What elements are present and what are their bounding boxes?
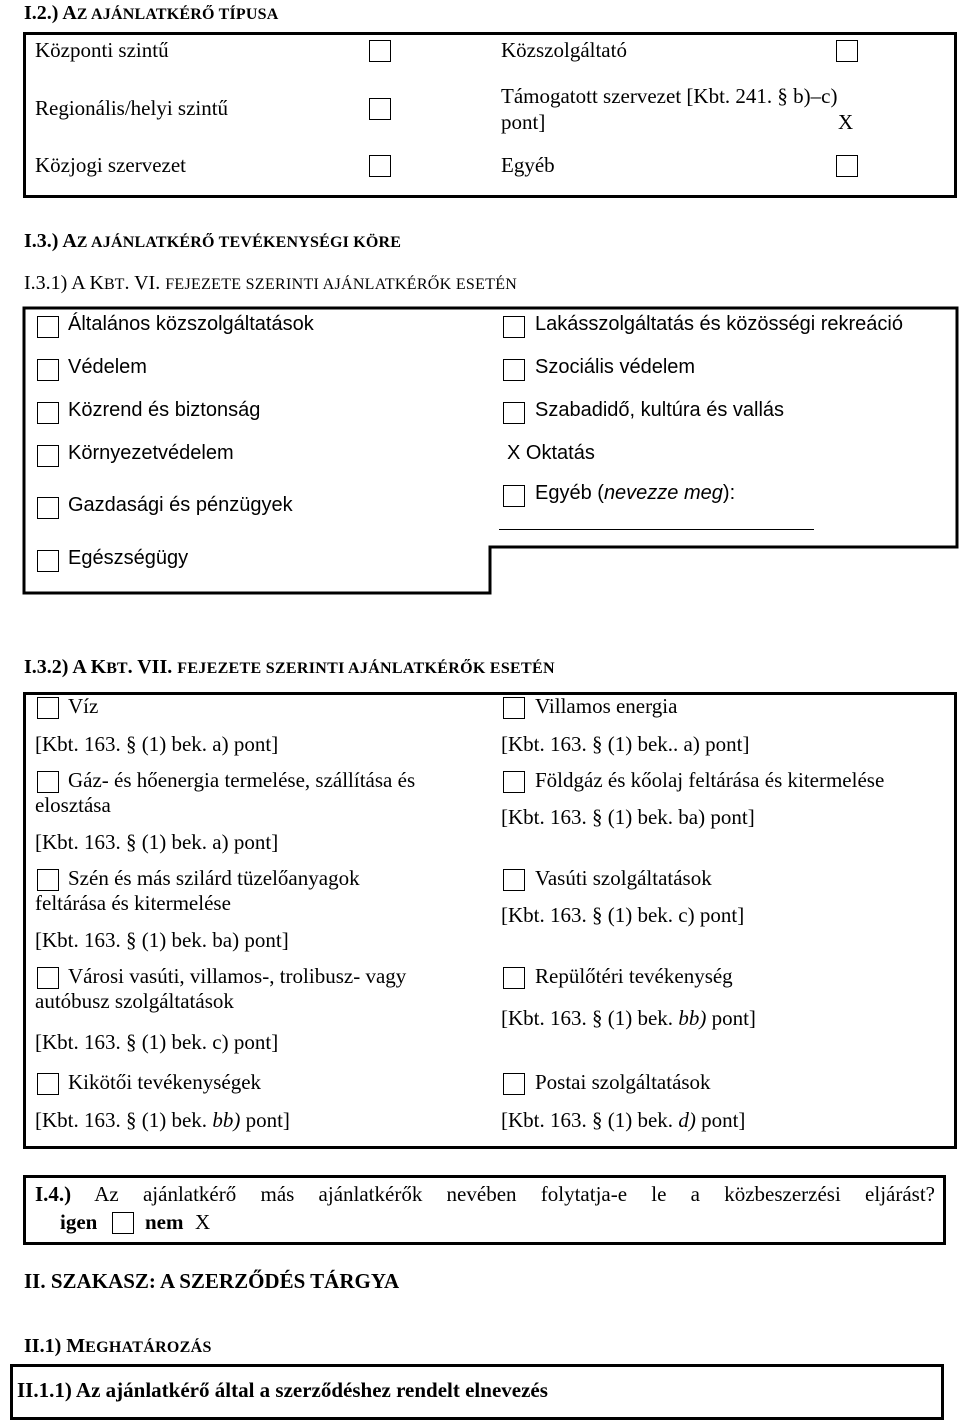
- oktatas-label: X Oktatás: [507, 442, 595, 464]
- gaz-label-1: Gáz- és hőenergia termelése, szállítása és: [68, 768, 416, 792]
- villamos-ref: [Kbt. 163. § (1) bek.. a) pont]: [501, 732, 750, 756]
- title-prefix: I.2.) A: [24, 2, 77, 24]
- altalanos-checkbox[interactable]: [37, 316, 59, 338]
- szen-label-2: feltárása és kitermelése: [35, 891, 231, 915]
- villamos-label: Villamos energia: [535, 694, 678, 718]
- ii11-title: II.1.1) Az ajánlatkérő által a szerződéshez rendelt elnevezés: [17, 1378, 548, 1402]
- section-ii1-title: [24, 1335, 212, 1358]
- title-mid2: . VII.: [127, 656, 178, 678]
- ref-italic: bb): [212, 1108, 241, 1132]
- ref-prefix: [Kbt. 163. § (1) bek.: [35, 1108, 213, 1132]
- ref-suffix: pont]: [706, 1006, 756, 1030]
- nem-mark: X: [195, 1210, 211, 1234]
- vedelem-label: Védelem: [68, 356, 147, 378]
- egyeb-suffix: ):: [722, 482, 736, 504]
- kozszolgaltato-label: Közszolgáltató: [501, 38, 627, 62]
- lakas-checkbox[interactable]: [503, 316, 525, 338]
- title-mid: BT: [106, 660, 128, 677]
- kikotoi-label: Kikötői tevékenységek: [68, 1070, 262, 1094]
- title-smallcaps: FEJEZETE SZERINTI AJÁNLATKÉRŐK ESETÉN: [177, 660, 555, 677]
- szabadido-label: Szabadidő, kultúra és vallás: [535, 399, 785, 421]
- foldgaz-ref: [Kbt. 163. § (1) bek. ba) pont]: [501, 805, 755, 829]
- regionalis-label: Regionális/helyi szintű: [35, 96, 229, 120]
- szen-checkbox[interactable]: [37, 869, 59, 891]
- lakas-label: Lakásszolgáltatás és közösségi rekreáció: [535, 313, 903, 335]
- repuloteri-ref: [501, 1006, 756, 1031]
- ref-suffix: pont]: [695, 1108, 746, 1132]
- szabadido-checkbox[interactable]: [503, 402, 525, 424]
- sub-prefix: II.1) M: [24, 1335, 86, 1357]
- ref-prefix: [Kbt. 163. § (1) bek.: [501, 1006, 679, 1030]
- egyeb-tipus-label: Egyéb: [501, 153, 555, 177]
- egeszsegugy-checkbox[interactable]: [37, 550, 59, 572]
- gaz-ref: [Kbt. 163. § (1) bek. a) pont]: [35, 830, 279, 854]
- title-smallcaps: FEJEZETE SZERINTI AJÁNLATKÉRŐK ESETÉN: [165, 276, 518, 293]
- kozrend-label: Közrend és biztonság: [68, 399, 261, 421]
- viz-label: Víz: [68, 694, 99, 718]
- title-smallcaps: Z AJÁNLATKÉRŐ TÍPUSA: [76, 6, 279, 23]
- repuloteri-checkbox[interactable]: [503, 967, 525, 989]
- tamogatott-mark: X: [838, 110, 854, 134]
- tamogatott-label-2: pont]: [501, 110, 546, 134]
- egyeb-tevekenyseg-checkbox[interactable]: [503, 485, 525, 507]
- varosi-checkbox[interactable]: [37, 967, 59, 989]
- kozponti-label: Központi szintű: [35, 38, 169, 62]
- egyeb-tevekenyseg-label: [535, 482, 735, 505]
- gaz-label-2: elosztása: [35, 793, 111, 817]
- viz-ref: [Kbt. 163. § (1) bek. a) pont]: [35, 732, 279, 756]
- ref-italic: bb): [678, 1006, 707, 1030]
- title-mid2: . VI.: [124, 272, 166, 294]
- vedelem-checkbox[interactable]: [37, 359, 59, 381]
- kikotoi-ref: [35, 1108, 290, 1133]
- gazdasagi-label: Gazdasági és pénzügyek: [68, 494, 293, 516]
- repuloteri-label: Repülőtéri tevékenység: [535, 964, 733, 988]
- altalanos-label: Általános közszolgáltatások: [68, 313, 314, 335]
- sub-smallcaps: EGHATÁROZÁS: [85, 1339, 212, 1356]
- vasuti-label: Vasúti szolgáltatások: [535, 866, 712, 890]
- ref-italic: d): [678, 1108, 696, 1132]
- vasuti-checkbox[interactable]: [503, 869, 525, 891]
- gazdasagi-checkbox[interactable]: [37, 497, 59, 519]
- egeszsegugy-label: Egészségügy: [68, 547, 189, 569]
- title-prefix: I.3.2) A K: [24, 656, 107, 678]
- i4-question: [35, 1182, 935, 1207]
- villamos-checkbox[interactable]: [503, 697, 525, 719]
- egyeb-italic: nevezze meg: [603, 482, 723, 504]
- szocialis-checkbox[interactable]: [503, 359, 525, 381]
- igen-label: igen: [60, 1210, 98, 1234]
- section-ii-title: II. SZAKASZ: A SZERZŐDÉS TÁRGYA: [24, 1269, 400, 1293]
- egyeb-fill-line[interactable]: [499, 529, 814, 530]
- varosi-ref: [Kbt. 163. § (1) bek. c) pont]: [35, 1030, 279, 1054]
- postai-ref: [501, 1108, 745, 1133]
- varosi-label-1: Városi vasúti, villamos-, trolibusz- vagy: [68, 964, 407, 988]
- viz-checkbox[interactable]: [37, 697, 59, 719]
- szen-ref: [Kbt. 163. § (1) bek. ba) pont]: [35, 928, 289, 952]
- ref-suffix: pont]: [240, 1108, 290, 1132]
- postai-checkbox[interactable]: [503, 1073, 525, 1095]
- igen-checkbox[interactable]: [112, 1212, 134, 1234]
- tamogatott-label-1: Támogatott szervezet [Kbt. 241. § b)–c): [501, 84, 838, 108]
- vasuti-ref: [Kbt. 163. § (1) bek. c) pont]: [501, 903, 745, 927]
- ref-prefix: [Kbt. 163. § (1) bek.: [501, 1108, 679, 1132]
- i4-label: I.4.): [35, 1182, 72, 1206]
- varosi-label-2: autóbusz szolgáltatások: [35, 989, 234, 1013]
- foldgaz-checkbox[interactable]: [503, 771, 525, 793]
- title-prefix: I.3.) A: [24, 230, 77, 252]
- szocialis-label: Szociális védelem: [535, 356, 696, 378]
- kornyezet-label: Környezetvédelem: [68, 442, 234, 464]
- section-i32-title: [24, 656, 555, 679]
- foldgaz-label: Földgáz és kőolaj feltárása és kitermelése: [535, 768, 885, 792]
- egyeb-prefix: Egyéb (: [535, 482, 604, 504]
- nem-label: nem: [145, 1210, 184, 1234]
- kornyezet-checkbox[interactable]: [37, 445, 59, 467]
- postai-label: Postai szolgáltatások: [535, 1070, 711, 1094]
- title-mid: BT: [104, 276, 125, 293]
- gaz-checkbox[interactable]: [37, 771, 59, 793]
- i4-question-text: Az ajánlatkérő más ajánlatkérők nevében folytatja-e le a közbeszerzési eljárást?: [94, 1182, 935, 1206]
- kozjogi-label: Közjogi szervezet: [35, 153, 187, 177]
- szen-label-1: Szén és más szilárd tüzelőanyagok: [68, 866, 360, 890]
- kikotoi-checkbox[interactable]: [37, 1073, 59, 1095]
- title-prefix: I.3.1) A K: [24, 272, 104, 294]
- title-smallcaps: Z AJÁNLATKÉRŐ TEVÉKENYSÉGI KÖRE: [76, 234, 402, 251]
- kozrend-checkbox[interactable]: [37, 402, 59, 424]
